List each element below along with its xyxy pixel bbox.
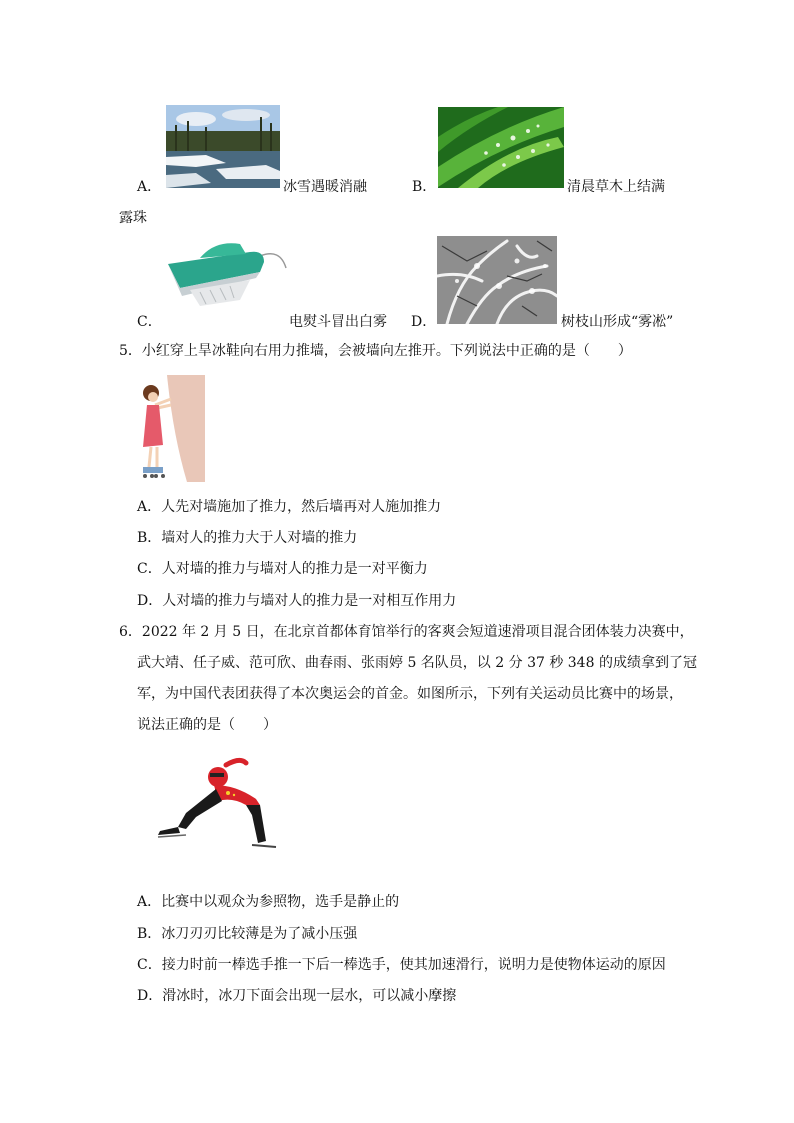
q6-stem-line-3: 军，为中国代表团获得了本次奥运会的首金。如图所示，下列有关运动员比赛中的场景， [137,686,683,702]
girl-pushing-wall-image [137,375,205,482]
q6-stem-line-1: 6．2022 年 2 月 5 日，在北京首都体育馆举行的客爽会短道速滑项目混合团体装力决赛中， [119,624,694,640]
melting-ice-river-image [166,105,280,188]
q6-option-c: C．接力时前一棒选手推一下后一棒选手，使其加速滑行，说明力是使物体运动的原因 [137,957,666,973]
q4-option-b-text-cont: 露珠 [119,210,147,226]
q5-stem: 5．小红穿上旱冰鞋向右用力推墙，会被墙向左推开。下列说法中正确的是（ ） [119,343,632,359]
q5-option-c: C．人对墙的推力与墙对人的推力是一对平衡力 [137,561,428,577]
q4-option-d-letter: D． [411,314,437,330]
q4-option-a-text: 冰雪遇暖消融 [283,179,367,195]
q4-option-c-text: 电熨斗冒出白雾 [289,314,387,330]
q6-stem-line-4: 说法正确的是（ ） [137,717,277,733]
speed-skater-image [156,755,280,855]
q5-option-b: B．墙对人的推力大于人对墙的推力 [137,530,358,546]
q5-option-d: D．人对墙的推力与墙对人的推力是一对相互作用力 [137,593,457,609]
q6-stem-line-2: 武大靖、任子威、范可欣、曲春雨、张雨婷 5 名队员，以 2 分 37 秒 348 的成绩拿到了冠 [137,655,697,671]
q4-option-d-text: 树枝山形成“雾凇” [561,314,674,330]
q6-option-a: A．比赛中以观众为参照物，选手是静止的 [137,894,400,910]
rime-on-branches-image [437,236,557,324]
q4-option-b-text: 清晨草木上结满 [567,179,665,195]
q6-option-b: B．冰刀刃刃比较薄是为了减小压强 [137,926,358,942]
dew-on-grass-image [438,107,564,188]
q4-option-c-letter: C． [137,314,162,330]
q4-option-a-letter: A． [137,179,162,195]
q6-option-d: D．滑冰时，冰刀下面会出现一层水，可以减小摩擦 [137,988,457,1004]
electric-iron-image [160,238,288,310]
q4-option-b-letter: B． [412,179,437,195]
q5-option-a: A．人先对墙施加了推力，然后墙再对人施加推力 [137,499,442,515]
